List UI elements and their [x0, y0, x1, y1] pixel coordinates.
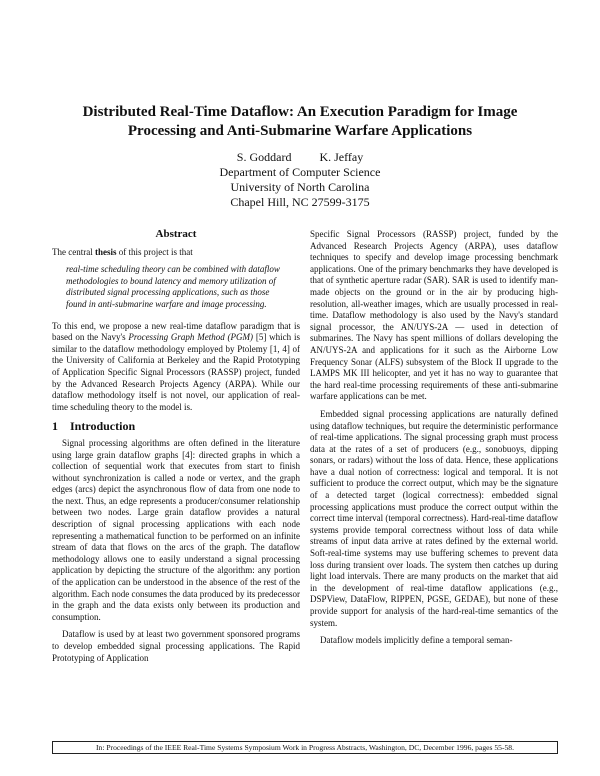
thesis-term: thesis: [94, 246, 117, 257]
affiliation-dept: Department of Computer Science: [219, 165, 381, 179]
pgm-term: Processing Graph Method (PGM): [128, 332, 254, 343]
intro-section-title: Introduction: [70, 419, 136, 434]
right-para-1: Specific Signal Processors (RASSP) project, funded by the Advanced Research Projects Agency (ARPA), uses dataflow techniques to specify and develop image processing benchmark applications. One of the primary benchmarks they have developed is that of synthetic aperture radar (SAR). SAR is used to identify man-made objects on the ground or in the air by producing high-resolution, all-weather images, which are usually processed in real-time. Dataflow methodology is also used by the Navy's standard signal processor, the AN/UYS-2A — used in detection of submarines. The Navy has spent millions of dollars developing the AN/UYS-2A and applications for it such as the Airborne Low Frequency Sonar (ALFS) subsystem of the Block II upgrade to the LAMPS MK III helicopter, and yet it has no way to guarantee that the hard real-time processing requirements of these anti-submarine warfare applications can be met.: [310, 229, 558, 402]
title-line-1: Distributed Real-Time Dataflow: An Execution Paradigm for Image: [82, 104, 518, 120]
right-column: [310, 229, 558, 653]
author-2: K. Jeffay: [319, 150, 364, 164]
abstract-intro-pre: The central: [52, 246, 95, 257]
abstract-heading: Abstract: [155, 228, 197, 240]
proceedings-footer: In: Proceedings of the IEEE Real-Time Systems Symposium Work in Progress Abstracts, Washington, DC, December 1996, pages 55-58.: [52, 741, 558, 754]
affiliation-univ: University of North Carolina: [230, 180, 370, 194]
intro-heading: [52, 421, 300, 433]
abstract-para-2a: To this end, we propose a new real-time dataflow paradigm that is based on the Navy's: [52, 320, 300, 343]
intro-para-2: Dataflow is used by at least two government sponsored programs to develop embedded signal processing applications. The Rapid Prototyping of Application: [52, 629, 300, 663]
intro-section-number: 1: [52, 419, 58, 434]
affiliation-addr: Chapel Hill, NC 27599-3175: [230, 195, 370, 209]
intro-para-1: Signal processing algorithms are often defined in the literature using large grain dataflow graphs [4]: directed graphs in which a collection of sequential work that executes from start to finish without synchronization is called a node or vertex, and the graph edges (arcs) depict the asynchronous flow of data from one node to the next. Thus, an edge represents a producer/consumer relationship between two nodes. Large grain dataflow provides a natural description of signal processing applications with each node representing a mathematical function to be performed on an infinite stream of data that flows on the arcs of the graph. The dataflow methodology allows one to easily understand a signal processing application by depicting the structure of the algorithm: any portion of the application can be understood in the absence of the rest of the algorithm. Each node consumes the data produced by its predecessor in the graph and the data exists only between its production and consumption.: [52, 437, 300, 622]
author-names: [40, 150, 560, 165]
author-1: S. Goddard: [236, 150, 292, 164]
author-block: [40, 150, 560, 210]
abstract-intro-post: of this project is that: [116, 246, 193, 257]
abstract-para-2b: [5] which is similar to the dataflow methodology employed by Ptolemy [1, 4] of the University of California at Berkeley and the Rapid Prototyping of Application Specific Signal Processors (RASSP) project, funded by the Advanced Research Projects Agency (ARPA). While our dataflow methodology itself is not novel, our application of real-time scheduling theory to the model is.: [52, 332, 300, 412]
thesis-quote: real-time scheduling theory can be combined with dataflow methodologies to bound latency and memory utilization of distributed signal processing applications, such as those found in anti-submarine warfare and image processing.: [66, 264, 280, 309]
abstract-para-2: [52, 321, 300, 414]
abstract-intro: [52, 247, 300, 259]
paper-title: [40, 103, 560, 141]
left-column: [52, 229, 300, 670]
right-para-3: Dataflow models implicitly define a temporal seman-: [320, 635, 513, 646]
right-para-2: Embedded signal processing applications are naturally defined using dataflow techniques, but require the deterministic performance of real-time applications. The signal processing graph must process data at the rates of a set of producers (e.g., sonobuoys, dipping sonars, or radars) without the loss of data. Hence, these applications have a dual notion of correctness: logical and temporal. It is not sufficient to produce the correct output, which may be the signature of a detected target (logical correctness): embedded signal processing applications must produce the correct output within the correct time interval (temporal correctness). Hard-real-time dataflow systems provide temporal correctness without loss of data while streams of input data arrive at rates defined by the external world. Soft-real-time systems may use buffering schemes to prevent data loss during transient over loads. The system then catches up during light load intervals. There are many products on the market that aid in the development of real-time dataflow applications (e.g., DSPView, DataFlow, RIPPEN, PGSE, GEDAE), but none of these provide support for analysis of the hard-real-time semantics of the system.: [310, 408, 558, 628]
title-line-2: Processing and Anti-Submarine Warfare Applications: [127, 123, 473, 139]
